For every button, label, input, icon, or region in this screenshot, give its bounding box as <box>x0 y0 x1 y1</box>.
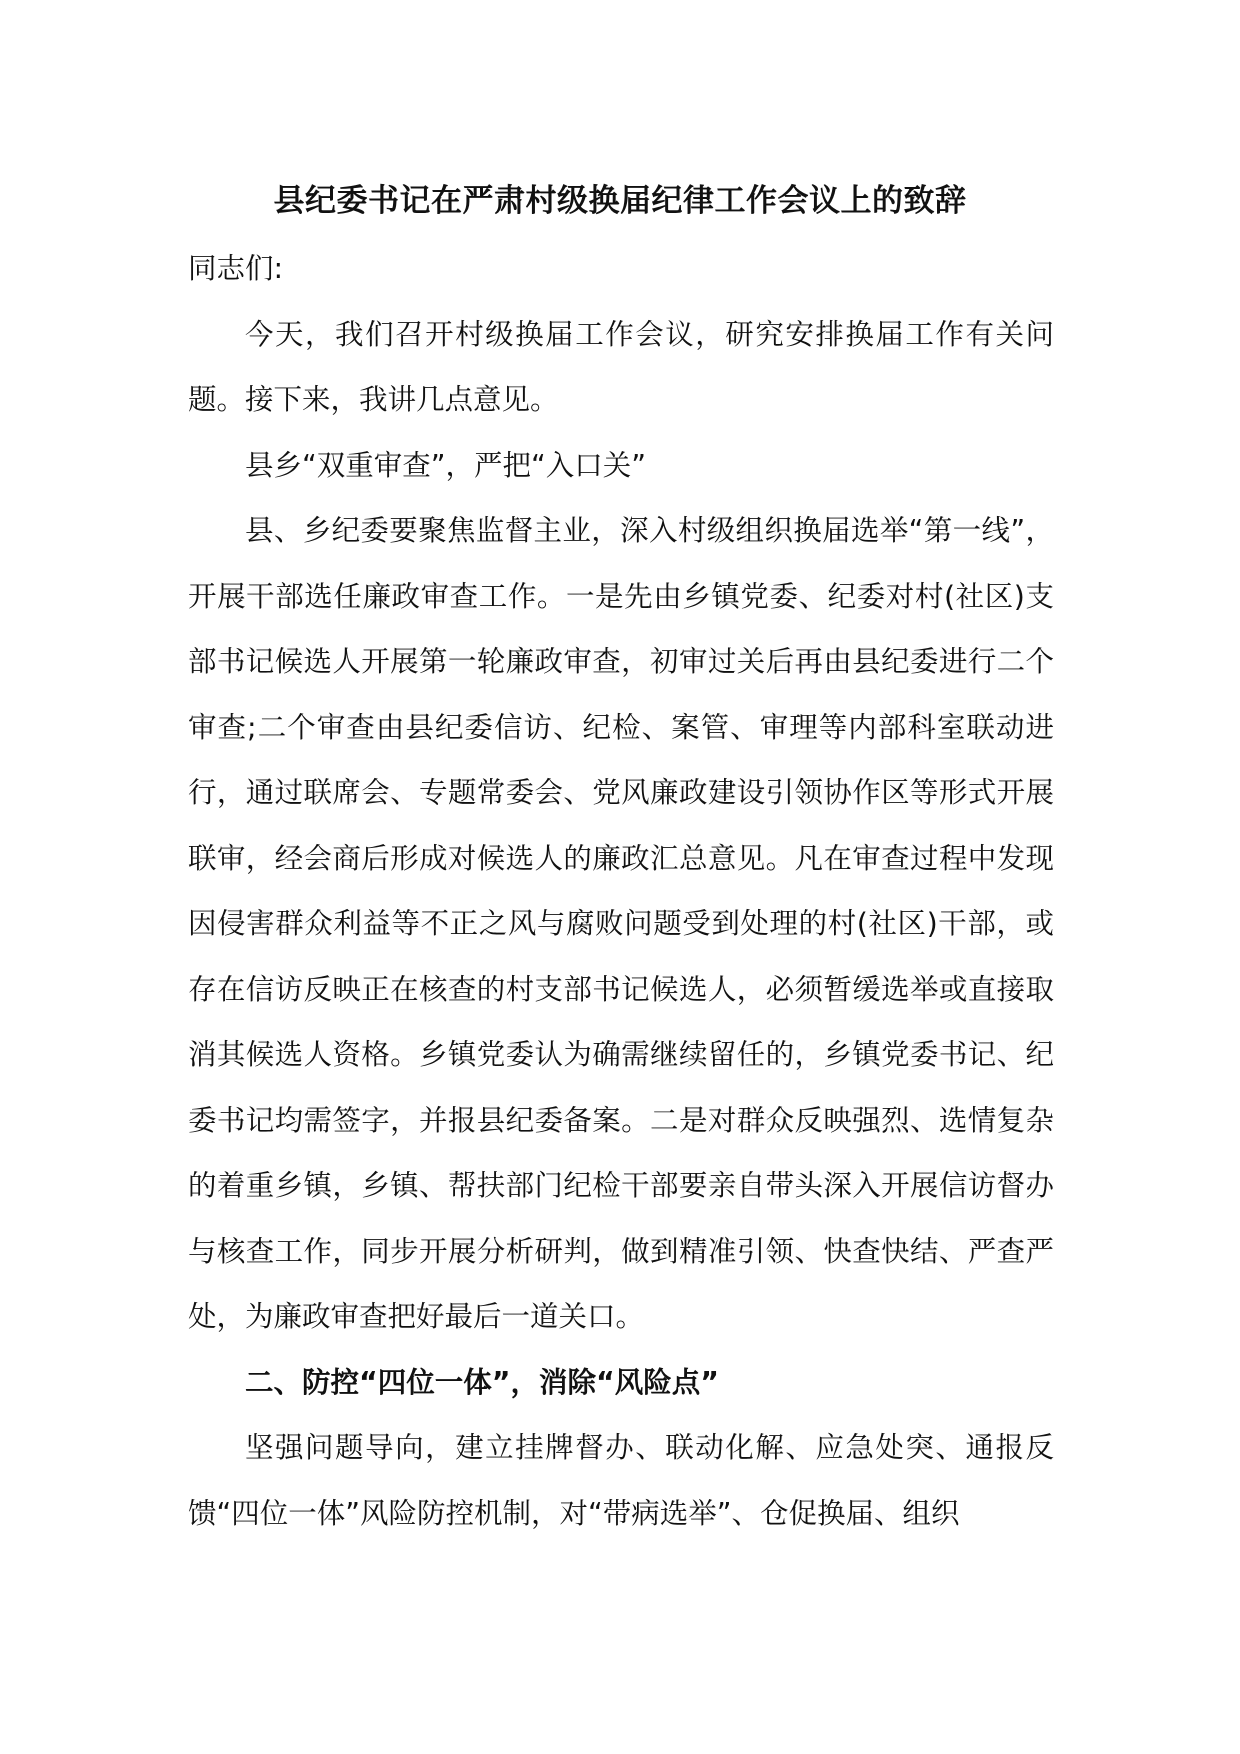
section-heading-1: 县乡“双重审查”，严把“入口关” <box>245 448 647 482</box>
opening-paragraph: 今天，我们召开村级换届工作会议，研究安排换届工作有关问题。接下来，我讲几点意见。 <box>188 317 1054 416</box>
section-2-paragraph: 坚强问题导向，建立挂牌督办、联动化解、应急处突、通报反馈“四位一体”风险防控机制，对“带病选举”、仓促换届、组织 <box>188 1431 1054 1530</box>
section-heading-2: 二、防控“四位一体”，消除“风险点” <box>245 1365 719 1399</box>
document-title: 县纪委书记在严肃村级换届纪律工作会议上的致辞 <box>273 183 967 219</box>
salutation: 同志们: <box>188 252 284 285</box>
section-1-paragraph: 县、乡纪委要聚焦监督主业，深入村级组织换届选举“第一线”，开展干部选任廉政审查工作。一是先由乡镇党委、纪委对村(社区)支部书记候选人开展第一轮廉政审查，初审过关后再由县纪委进行二个审查;二个审查由县纪委信访、纪检、案管、审理等内部科室联动进行，通过联席会、专题常委会、党风廉政建设引领协作区等形式开展联审，经会商后形成对候选人的廉政汇总意见。凡在审查过程中发现因侵害群众利益等不正之风与腐败问题受到处理的村(社区)干部，或存在信访反映正在核查的村支部书记候选人，必须暂缓选举或直接取消其候选人资格。乡镇党委认为确需继续留任的，乡镇党委书记、纪委书记均需签字，并报县纪委备案。二是对群众反映强烈、选情复杂的着重乡镇，乡镇、帮扶部门纪检干部要亲自带头深入开展信访督办与核查工作，同步开展分析研判，做到精准引领、快查快结、严查严处，为廉政审查把好最后一道关口。 <box>188 514 1054 1333</box>
document-body <box>188 236 1054 1546</box>
